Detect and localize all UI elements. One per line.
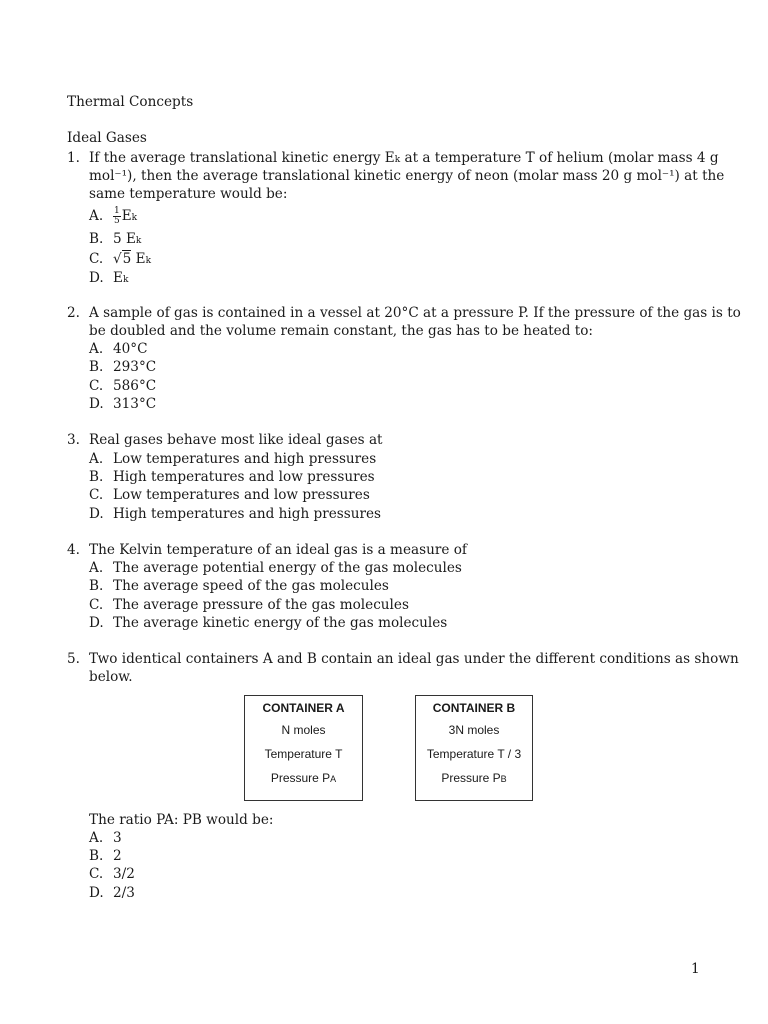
option-d: D. 313°C xyxy=(89,396,157,412)
square-root: √5 xyxy=(113,251,132,267)
page-number: 1 xyxy=(691,961,700,977)
container-a-box xyxy=(244,695,363,801)
option-a: A. 3 xyxy=(89,830,122,846)
container-title: CONTAINER A xyxy=(262,701,345,715)
question-text-line: mol⁻¹), then the average translational kinetic energy of neon (molar mass 20 g mol⁻¹) at the xyxy=(89,168,725,184)
question-text-line: be doubled and the volume remain constant, the gas has to be heated to: xyxy=(89,323,593,339)
container-title: CONTAINER B xyxy=(432,701,516,715)
option-d: D. 2/3 xyxy=(89,885,135,901)
option-b: B. 5 Ek xyxy=(89,231,142,247)
option-b: B. The average speed of the gas molecules xyxy=(89,578,389,594)
option-c: C. Low temperatures and low pressures xyxy=(89,487,370,503)
container-pressure: Pressure PA xyxy=(270,771,337,785)
container-moles: N moles xyxy=(281,723,326,737)
option-a: A. $\frac{1}{5}$ Ek xyxy=(89,206,138,226)
option-c: C. √5 Ek xyxy=(89,251,152,267)
question-text-line: below. xyxy=(89,669,133,685)
option-a: A. The average potential energy of the gas molecules xyxy=(89,560,462,576)
question-text-line: A sample of gas is contained in a vessel at 20°C at a pressure P. If the pressure of the gas is to xyxy=(89,305,741,321)
question-text-line: The Kelvin temperature of an ideal gas is a measure of xyxy=(89,542,467,558)
option-a: A. 40°C xyxy=(89,341,148,357)
question-number: 5. xyxy=(67,651,80,667)
question-text-line: same temperature would be: xyxy=(89,186,288,202)
question-text-line: Real gases behave most like ideal gases at xyxy=(89,432,383,448)
option-c: C. The average pressure of the gas molecules xyxy=(89,597,409,613)
option-b: B. 2 xyxy=(89,848,122,864)
option-b: B. High temperatures and low pressures xyxy=(89,469,375,485)
option-d: D. Ek xyxy=(89,270,129,286)
container-temperature: Temperature T xyxy=(264,747,343,761)
container-b-box xyxy=(415,695,533,801)
question-text-line: If the average translational kinetic energy Ek at a temperature T of helium (molar mass 4 g xyxy=(89,150,719,166)
option-c: C. 586°C xyxy=(89,378,157,394)
question-number: 2. xyxy=(67,305,80,321)
question-number: 1. xyxy=(67,150,80,166)
option-c: C. 3/2 xyxy=(89,866,135,882)
question-text-line: The ratio PA: PB would be: xyxy=(89,812,274,828)
container-pressure: Pressure PB xyxy=(441,771,507,785)
page-title: Thermal Concepts xyxy=(67,94,194,110)
container-temperature: Temperature T / 3 xyxy=(426,747,522,761)
question-number: 4. xyxy=(67,542,80,558)
option-d: D. High temperatures and high pressures xyxy=(89,506,382,522)
question-text-line: Two identical containers A and B contain an ideal gas under the different conditions as shown xyxy=(89,651,739,667)
option-d: D. The average kinetic energy of the gas molecules xyxy=(89,615,448,631)
option-a: A. Low temperatures and high pressures xyxy=(89,451,377,467)
question-number: 3. xyxy=(67,432,80,448)
container-moles: 3N moles xyxy=(448,723,500,737)
fraction: $\frac{1}{5}$ xyxy=(114,206,120,226)
option-b: B. 293°C xyxy=(89,359,157,375)
section-heading: Ideal Gases xyxy=(67,130,147,146)
